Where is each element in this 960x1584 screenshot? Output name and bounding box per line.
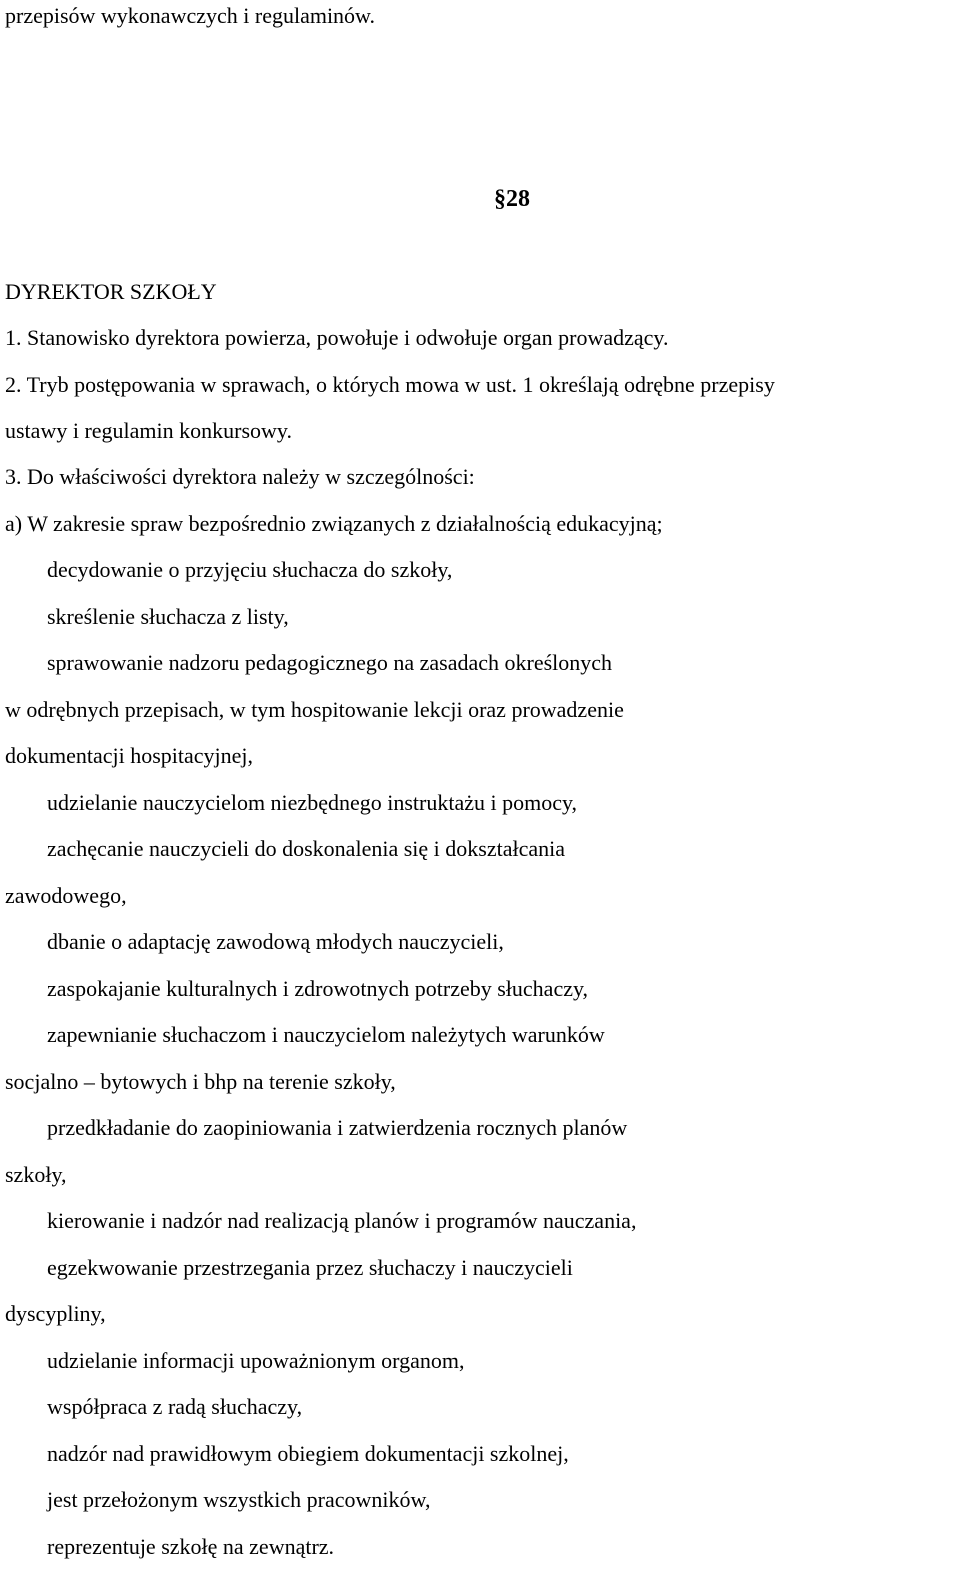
- duty-line: sprawowanie nadzoru pedagogicznego na zasadach określonych: [47, 650, 613, 675]
- continuation-line: przepisów wykonawczych i regulaminów.: [5, 3, 376, 28]
- section-heading: DYREKTOR SZKOŁY: [5, 279, 217, 304]
- duty-line-continuation: w odrębnych przepisach, w tym hospitowanie lekcji oraz prowadzenie: [5, 697, 624, 722]
- duty-line: zapewnianie słuchaczom i nauczycielom należytych warunków: [47, 1022, 605, 1047]
- duty-line: zaspokajanie kulturalnych i zdrowotnych potrzeby słuchaczy,: [47, 976, 589, 1001]
- point-1: 1. Stanowisko dyrektora powierza, powołuje i odwołuje organ prowadzący.: [5, 325, 669, 350]
- duty-line: jest przełożonym wszystkich pracowników,: [47, 1487, 431, 1512]
- duty-line: udzielanie informacji upoważnionym organom,: [47, 1348, 465, 1373]
- section-number: §28: [494, 186, 530, 212]
- duty-line: egzekwowanie przestrzegania przez słuchaczy i nauczycieli: [47, 1255, 573, 1280]
- duty-line-continuation: socjalno – bytowych i bhp na terenie szkoły,: [5, 1069, 396, 1094]
- subpoint-a: a) W zakresie spraw bezpośrednio związanych z działalnością edukacyjną;: [5, 511, 663, 536]
- duty-line-continuation: dokumentacji hospitacyjnej,: [5, 743, 254, 768]
- duty-line: zachęcanie nauczycieli do doskonalenia się i dokształcania: [47, 836, 565, 861]
- duty-line: współpraca z radą słuchaczy,: [47, 1394, 303, 1419]
- duty-line-continuation: dyscypliny,: [5, 1301, 106, 1326]
- duty-line-continuation: szkoły,: [5, 1162, 67, 1187]
- duty-line-continuation: zawodowego,: [5, 883, 127, 908]
- duty-line: dbanie o adaptację zawodową młodych nauczycieli,: [47, 929, 504, 954]
- point-2: 2. Tryb postępowania w sprawach, o których mowa w ust. 1 określają odrębne przepisy: [5, 372, 775, 397]
- point-3: 3. Do właściwości dyrektora należy w szczególności:: [5, 464, 475, 489]
- duty-line: decydowanie o przyjęciu słuchacza do szkoły,: [47, 557, 453, 582]
- duty-line: udzielanie nauczycielom niezbędnego instruktażu i pomocy,: [47, 790, 578, 815]
- duty-line: skreślenie słuchacza z listy,: [47, 604, 289, 629]
- duty-line: kierowanie i nadzór nad realizacją planów i programów nauczania,: [47, 1208, 637, 1233]
- point-2-continuation: ustawy i regulamin konkursowy.: [5, 418, 292, 443]
- duty-line: nadzór nad prawidłowym obiegiem dokumentacji szkolnej,: [47, 1441, 569, 1466]
- duty-line: reprezentuje szkołę na zewnątrz.: [47, 1534, 335, 1559]
- duty-line: przedkładanie do zaopiniowania i zatwierdzenia rocznych planów: [47, 1115, 628, 1140]
